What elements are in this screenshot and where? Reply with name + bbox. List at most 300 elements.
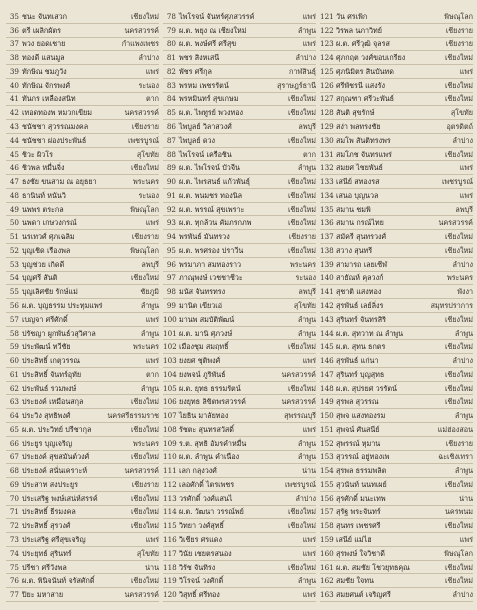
- column-3: [320, 10, 473, 602]
- row-number: 68: [9, 466, 19, 476]
- row-number: 153: [320, 452, 334, 462]
- list-row: [163, 65, 316, 79]
- province: ลำปาง: [295, 53, 316, 63]
- row-number: 157: [320, 507, 334, 517]
- person-name: สุรพล สุวรรณ: [336, 397, 379, 407]
- row-number: 135: [320, 204, 334, 214]
- province: เชียงใหม่: [287, 204, 316, 214]
- list-row: [320, 65, 473, 79]
- row-number: 155: [320, 479, 334, 489]
- row-number: 44: [9, 135, 19, 145]
- list-row: [163, 547, 316, 561]
- row-number: 154: [320, 466, 334, 476]
- list-row: [163, 327, 316, 341]
- person-name: สมโพ สันติทรงพร: [336, 135, 391, 145]
- province: เชียงใหม่: [444, 149, 473, 159]
- row-number: 110: [163, 452, 177, 462]
- province: ชัยภูมิ: [140, 287, 159, 297]
- province: พระนคร: [132, 342, 159, 352]
- row-number: 113: [163, 493, 177, 503]
- person-name: พรหมินทร์ สุขเกษม: [179, 94, 239, 104]
- province: เชียงใหม่: [130, 576, 159, 586]
- column-2: [163, 10, 316, 602]
- row-number: 56: [9, 300, 19, 310]
- person-name: เทอดทองพ หมวกเขียม: [22, 108, 92, 118]
- list-row: [163, 588, 316, 602]
- row-number: 52: [9, 245, 19, 255]
- row-number: 84: [166, 94, 176, 104]
- list-row: [163, 313, 316, 327]
- list-row: [6, 175, 159, 189]
- list-row: [163, 161, 316, 175]
- person-name: สุรพงษ์ ใจวิชาดี: [336, 548, 385, 558]
- province: เชียงใหม่: [444, 383, 473, 393]
- province: เชียงใหม่: [287, 94, 316, 104]
- person-name: ผ.ต. สุปรยศ วรรัตน์: [336, 383, 397, 393]
- row-number: 43: [9, 122, 19, 132]
- list-row: [6, 51, 159, 65]
- list-row: [320, 24, 473, 38]
- row-number: 107: [163, 411, 177, 421]
- province: ลำปาง: [452, 135, 473, 145]
- row-number: 87: [166, 135, 176, 145]
- province: ลำพูน: [297, 25, 316, 35]
- province: เชียงใหม่: [444, 562, 473, 572]
- person-name: ไพบูลย์ ดวง: [179, 135, 216, 145]
- person-name: สมชัย ใจทน: [336, 576, 374, 586]
- row-number: 147: [320, 369, 334, 379]
- person-name: สุพรรณ์ หุมาน: [336, 438, 381, 448]
- row-number: 163: [320, 590, 334, 600]
- list-row: [320, 464, 473, 478]
- province: ลพบุรี: [141, 259, 159, 269]
- row-number: 112: [163, 479, 177, 489]
- province: เชียงใหม่: [130, 493, 159, 503]
- list-row: [163, 120, 316, 134]
- person-name: บุญเลิศชัย รักษ์แม่: [22, 287, 78, 297]
- row-number: 92: [166, 204, 176, 214]
- row-number: 79: [166, 25, 176, 35]
- province: นครสวรรค์: [281, 369, 316, 379]
- row-number: 50: [9, 218, 19, 228]
- list-row: [163, 561, 316, 575]
- person-name: ประยุทธ์ สุรินทร์: [22, 548, 72, 558]
- list-row: [320, 354, 473, 368]
- list-row: [163, 478, 316, 492]
- province: พระนคร: [289, 259, 316, 269]
- list-row: [6, 354, 159, 368]
- list-row: [6, 409, 159, 423]
- row-number: 134: [320, 190, 334, 200]
- row-number: 58: [9, 328, 19, 338]
- province: เชียงใหม่: [287, 562, 316, 572]
- person-name: สมาน ชมพิ: [336, 204, 371, 214]
- person-name: วิรัช จันทิรง: [179, 562, 216, 572]
- row-number: 93: [166, 218, 176, 228]
- person-name: ปรัชญา ผูกพันธ์วสุวิศาล: [22, 328, 96, 338]
- person-name: ประเสริฐ ศรีสุขเจริญ: [22, 534, 86, 544]
- province: นครศรีธรรมราช: [107, 411, 159, 421]
- row-number: 146: [320, 356, 334, 366]
- row-number: 156: [320, 493, 334, 503]
- row-number: 121: [320, 11, 334, 21]
- person-name: เมืองชุม สมฤทธิ์: [179, 342, 229, 352]
- row-number: 48: [9, 190, 19, 200]
- province: ลำปาง: [452, 356, 473, 366]
- person-name: ปรีชา ศรีวังพล: [22, 562, 67, 572]
- province: นครสวรรค์: [124, 590, 159, 600]
- person-name: ผ.ต. พนมชร ทองนิล: [179, 190, 243, 200]
- row-number: 108: [163, 424, 177, 434]
- row-number: 76: [9, 576, 19, 586]
- list-row: [320, 423, 473, 437]
- list-row: [6, 340, 159, 354]
- row-number: 62: [9, 383, 19, 393]
- person-name: ชนะ จันทเสวก: [22, 11, 68, 21]
- province: เชียงใหม่: [130, 521, 159, 531]
- row-number: 142: [320, 300, 334, 310]
- row-number: 40: [9, 80, 19, 90]
- person-name: สมัครี สุนทรวงศ์: [336, 232, 387, 242]
- list-row: [320, 258, 473, 272]
- person-name: สุนทร เพชรศรี: [336, 521, 381, 531]
- person-name: สุวรรณ์ อยู่ทองเพ: [336, 452, 390, 462]
- person-name: ไพบูลย์ วิลาสวงศ์: [179, 122, 232, 132]
- row-number: 65: [9, 424, 19, 434]
- person-name: ทักษิณ ชมภูวัง: [22, 66, 67, 76]
- province: นครสวรรค์: [438, 218, 473, 228]
- person-name: ธานินท์ หนันวิ: [22, 190, 66, 200]
- province: แพร่: [145, 66, 159, 76]
- row-number: 144: [320, 328, 334, 338]
- person-name: ชนัชชา ผ่องประพันธ์: [22, 135, 87, 145]
- person-name: สมโภช จันทรแพร่: [336, 149, 392, 159]
- list-row: [320, 148, 473, 162]
- list-row: [6, 244, 159, 258]
- person-name: เลก กลุงวงศ์: [179, 466, 217, 476]
- list-row: [320, 230, 473, 244]
- province: ลำพูน: [454, 328, 473, 338]
- person-name: ผ.ต. ประวิทย์ ปรีชากุล: [22, 424, 92, 434]
- row-number: 103: [163, 356, 177, 366]
- row-number: 127: [320, 94, 334, 104]
- list-row: [320, 175, 473, 189]
- province: ลำพูน: [297, 328, 316, 338]
- province: สุพรรณบุรี: [284, 411, 316, 421]
- row-number: 119: [163, 576, 177, 586]
- province: เชียงใหม่: [444, 314, 473, 324]
- list-row: [163, 189, 316, 203]
- row-number: 143: [320, 314, 334, 324]
- list-row: [6, 382, 159, 396]
- person-name: นพพร ตระกล: [22, 204, 64, 214]
- province: เชียงราย: [131, 232, 159, 242]
- province: แพร่: [302, 39, 316, 49]
- person-name: ชิวพล หมื่นจิ่ง: [22, 163, 65, 173]
- person-name: สกุณฑา ศรีวะพันธ์: [336, 94, 395, 104]
- row-number: 150: [320, 411, 334, 421]
- list-row: [320, 574, 473, 588]
- person-name: ประสิทธิ์ สุรวงศ์: [22, 521, 71, 531]
- person-name: มานพ สมบัติพัฒน์: [179, 314, 235, 324]
- list-row: [163, 203, 316, 217]
- list-row: [320, 437, 473, 451]
- list-row: [320, 588, 473, 602]
- list-row: [163, 148, 316, 162]
- row-number: 145: [320, 342, 334, 352]
- row-number: 66: [9, 438, 19, 448]
- list-row: [320, 547, 473, 561]
- person-name: ยงยุทธ ลิขิตพรสวรรค์: [179, 397, 246, 407]
- province: ลพบุรี: [298, 287, 316, 297]
- province: เพชรบูรณ์: [127, 135, 159, 145]
- row-number: 139: [320, 259, 334, 269]
- province: เชียงใหม่: [444, 94, 473, 104]
- list-row: [320, 561, 473, 575]
- province: แพร่: [302, 590, 316, 600]
- list-row: [320, 106, 473, 120]
- province: ลำพูน: [454, 466, 473, 476]
- province: เชียงราย: [288, 232, 316, 242]
- row-number: 109: [163, 438, 177, 448]
- province: นครสวรรค์: [124, 466, 159, 476]
- name-list-columns: [6, 10, 473, 602]
- province: แพร่: [459, 190, 473, 200]
- row-number: 130: [320, 135, 334, 145]
- row-number: 98: [166, 287, 176, 297]
- row-number: 70: [9, 493, 19, 503]
- row-number: 105: [163, 383, 177, 393]
- row-number: 78: [166, 11, 176, 21]
- person-name: สุวนันท์ นนทเผย์: [336, 479, 387, 489]
- province: เชียงราย: [445, 39, 473, 49]
- list-row: [6, 24, 159, 38]
- list-row: [320, 120, 473, 134]
- row-number: 45: [9, 149, 19, 159]
- list-row: [6, 492, 159, 506]
- person-name: นพดา เกษวงกรณ์: [22, 218, 77, 228]
- person-name: ประเสริฐ พงษ์เสน่ห์สรรค์: [22, 493, 98, 503]
- row-number: 115: [163, 521, 177, 531]
- province: น่าน: [302, 466, 316, 476]
- person-name: ผ.ต. สมชัย โชวยุทธคุณ: [336, 562, 410, 572]
- list-row: [6, 120, 159, 134]
- person-name: ไพโรจน์ จันทร์ศุภสวรรค์: [179, 11, 255, 21]
- province: เชียงใหม่: [287, 521, 316, 531]
- province: ลำปาง: [138, 53, 159, 63]
- row-number: 83: [166, 80, 176, 90]
- province: เชียงใหม่: [444, 80, 473, 90]
- list-row: [6, 285, 159, 299]
- list-row: [163, 506, 316, 520]
- province: ลพบุรี: [455, 204, 473, 214]
- person-name: บุญเชิด เรืองพล: [22, 245, 71, 255]
- list-row: [6, 65, 159, 79]
- person-name: ประวิง สุทธิพงศ์: [22, 411, 71, 421]
- person-name: ผ.ต. บุญธรรม ประทุมแพร่: [22, 300, 103, 310]
- list-row: [163, 175, 316, 189]
- person-name: ยงยศ ชุติพงศ์: [179, 356, 221, 366]
- province: แม่ฮ่องสอน: [437, 424, 473, 434]
- province: แพร่: [145, 218, 159, 228]
- person-name: ผ.ต. ทุกล้วน คัมภรกภพ: [179, 218, 252, 228]
- list-row: [6, 423, 159, 437]
- province: ลำปาง: [452, 590, 473, 600]
- row-number: 133: [320, 177, 334, 187]
- list-row: [6, 519, 159, 533]
- province: แพร่: [145, 356, 159, 366]
- person-name: สุพจ แสงทองรม: [336, 411, 386, 421]
- province: ลำพูน: [454, 411, 473, 421]
- list-row: [320, 203, 473, 217]
- person-name: วรศักดิ์ วงศ์แสนไ: [179, 493, 233, 503]
- row-number: 73: [9, 534, 19, 544]
- row-number: 88: [166, 149, 176, 159]
- province: เชียงใหม่: [444, 397, 473, 407]
- person-name: ทันกร เหลืองสนิท: [22, 94, 76, 104]
- province: ตาก: [145, 94, 159, 104]
- person-name: ประพัฒน์ ทวีชัย: [22, 342, 71, 352]
- province: แพร่: [302, 548, 316, 558]
- list-row: [6, 368, 159, 382]
- row-number: 136: [320, 218, 334, 228]
- person-name: ประยูร บุญเจริญ: [22, 438, 72, 448]
- person-name: สุรัฐ พระจันทร์: [336, 507, 381, 517]
- list-row: [320, 244, 473, 258]
- list-row: [320, 272, 473, 286]
- province: เชียงใหม่: [287, 383, 316, 393]
- row-number: 64: [9, 411, 19, 421]
- list-row: [320, 382, 473, 396]
- row-number: 141: [320, 287, 334, 297]
- list-row: [163, 423, 316, 437]
- person-name: ยงพจน์ ภูริพันธ์: [179, 369, 226, 379]
- person-name: ประสิทธิ์ เกตุวรรณ: [22, 356, 80, 366]
- person-name: ไพโรจน์ เครือชิน: [179, 149, 232, 159]
- province: แพร่: [302, 424, 316, 434]
- person-name: ประยงค์ สนั่นเคราะห์: [22, 466, 88, 476]
- province: พระนคร: [446, 273, 473, 283]
- province: ลำพูน: [297, 163, 316, 173]
- province: ลำพูน: [140, 328, 159, 338]
- person-name: สายัณห์ คุลวงก์: [336, 273, 384, 283]
- row-number: 138: [320, 245, 334, 255]
- list-row: [163, 368, 316, 382]
- province: แพร่: [145, 534, 159, 544]
- list-row: [320, 519, 473, 533]
- person-name: ปิยะ มหาสาย: [22, 590, 64, 600]
- row-number: 77: [9, 590, 19, 600]
- province: ลำพูน: [140, 383, 159, 393]
- province: สุโขทัย: [136, 548, 159, 558]
- list-row: [6, 79, 159, 93]
- row-number: 111: [163, 466, 177, 476]
- province: เชียงใหม่: [444, 232, 473, 242]
- row-number: 61: [9, 369, 19, 379]
- province: อุตรดิตถ์: [446, 122, 473, 132]
- row-number: 101: [163, 328, 177, 338]
- person-name: สามารถ เลยเซีฬ: [336, 259, 388, 269]
- row-number: 122: [320, 25, 334, 35]
- person-name: สุชาติ แสงทอง: [336, 287, 382, 297]
- person-name: ไยธิน มาลัยทอง: [179, 411, 229, 421]
- person-name: พวง ยอดเชาย: [22, 39, 66, 49]
- list-row: [6, 547, 159, 561]
- row-number: 49: [9, 204, 19, 214]
- row-number: 41: [9, 94, 19, 104]
- province: ลำปาง: [452, 259, 473, 269]
- person-name: ประยงค์ สุขสมันต์วงศ์: [22, 452, 90, 462]
- province: เชียงใหม่: [444, 53, 473, 63]
- row-number: 95: [166, 245, 176, 255]
- person-name: สุรศักดิ์ มนะเทพ: [336, 493, 386, 503]
- list-row: [163, 519, 316, 533]
- person-name: เลอศักดิ์ ไตรเพชร: [179, 479, 235, 489]
- person-name: สมยศนต์ เจริญศรี: [336, 590, 391, 600]
- province: ลำปาง: [295, 493, 316, 503]
- row-number: 51: [9, 232, 19, 242]
- row-number: 47: [9, 177, 19, 187]
- province: ลำพูน: [297, 438, 316, 448]
- row-number: 42: [9, 108, 19, 118]
- list-row: [320, 79, 473, 93]
- list-row: [320, 395, 473, 409]
- row-number: 120: [163, 590, 177, 600]
- list-row: [163, 574, 316, 588]
- list-row: [163, 10, 316, 24]
- list-row: [6, 574, 159, 588]
- person-name: ผ.ต. พินิจนันท์ จรัสศักดิ์: [22, 576, 95, 586]
- province: ตาก: [145, 369, 159, 379]
- row-number: 148: [320, 383, 334, 393]
- province: สุโขทัย: [293, 300, 316, 310]
- row-number: 60: [9, 356, 19, 366]
- province: ลำพูน: [297, 576, 316, 586]
- province: เชียงราย: [131, 122, 159, 132]
- row-number: 106: [163, 397, 177, 407]
- list-row: [320, 299, 473, 313]
- province: เชียงใหม่: [287, 507, 316, 517]
- row-number: 102: [163, 342, 177, 352]
- province: เชียงใหม่: [444, 369, 473, 379]
- person-name: ผ.ต. ศรีวุฒิ จุลรส: [336, 39, 390, 49]
- row-number: 46: [9, 163, 19, 173]
- row-number: 140: [320, 273, 334, 283]
- person-name: สุรินทร์ จันทรสิริ: [336, 314, 387, 324]
- province: เชียงใหม่: [444, 342, 473, 352]
- province: พังงา: [457, 287, 473, 297]
- list-row: [163, 134, 316, 148]
- list-row: [320, 51, 473, 65]
- list-row: [6, 395, 159, 409]
- list-row: [6, 437, 159, 451]
- list-row: [320, 327, 473, 341]
- person-name: ประสาท สงประยูร: [22, 479, 78, 489]
- row-number: 118: [163, 562, 177, 572]
- person-name: มานิต เขียวเอ่: [179, 300, 223, 310]
- province: ระนอง: [138, 80, 159, 90]
- list-row: [163, 216, 316, 230]
- person-name: ชิวะ ผิวโร: [22, 149, 54, 159]
- province: เชียงใหม่: [130, 273, 159, 283]
- list-row: [163, 451, 316, 465]
- row-number: 117: [163, 548, 177, 558]
- row-number: 89: [166, 163, 176, 173]
- list-row: [163, 51, 316, 65]
- province: สุราษฎร์ธานี: [276, 80, 316, 90]
- row-number: 162: [320, 576, 334, 586]
- province: ระนอง: [295, 273, 316, 283]
